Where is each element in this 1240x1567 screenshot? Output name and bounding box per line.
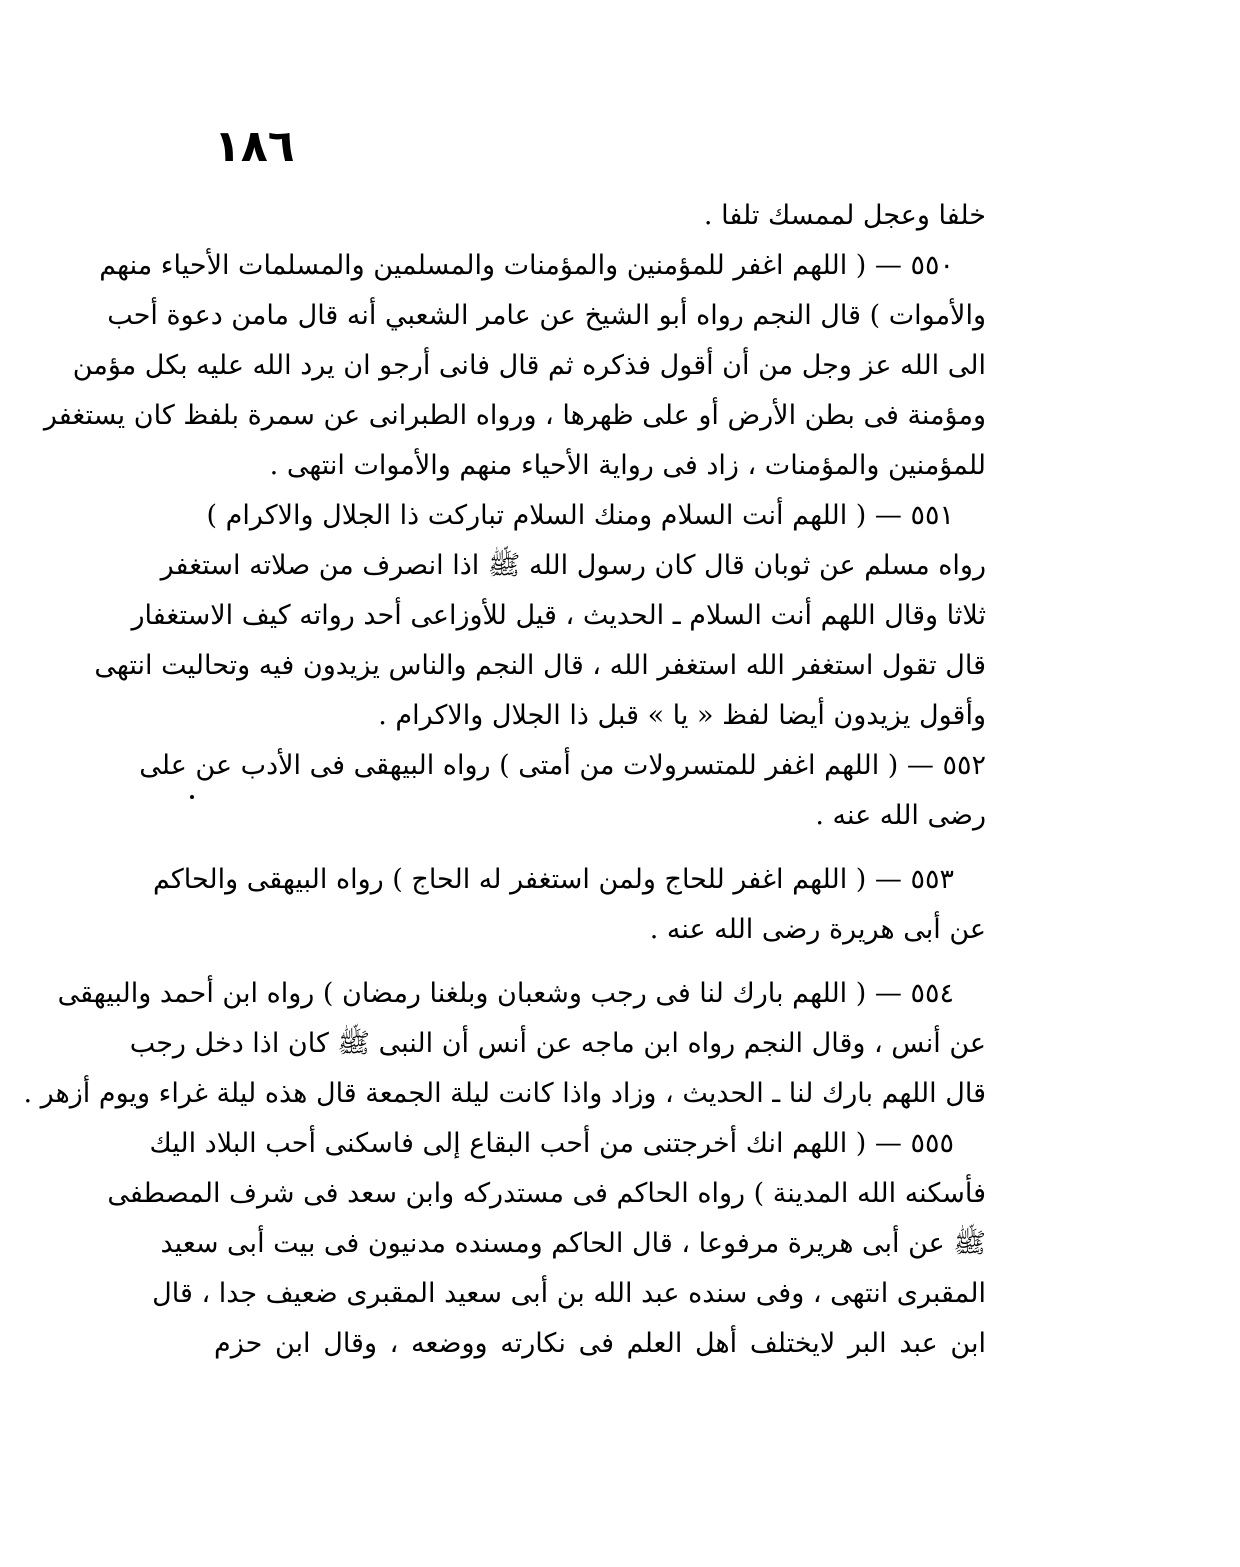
text-line: عن أبى هريرة رضى الله عنه .	[649, 914, 986, 945]
text-line: فأسكنه الله المدينة ) رواه الحاكم فى مستدركه وابن سعد فى شرف المصطفى	[107, 1178, 986, 1209]
text-line: المقبرى انتهى ، وفى سنده عبد الله بن أبى سعيد المقبرى ضعيف جدا ، قال	[152, 1278, 986, 1309]
text-line: وأقول يزيدون أيضا لفظ « يا » قبل ذا الجلال والاكرام .	[378, 700, 986, 731]
text-line: ٥٥٥ — ( اللهم انك أخرجتنى من أحب البقاع إلى فاسكنى أحب البلاد اليك	[149, 1128, 954, 1159]
text-line: ﷺ عن أبى هريرة مرفوعا ، قال الحاكم ومسنده مدنيون فى بيت أبى سعيد	[160, 1228, 986, 1259]
book-page	[23, 120, 986, 1376]
text-line: رضى الله عنه .	[815, 800, 986, 831]
text-line: قال تقول استغفر الله استغفر الله ، قال النجم والناس يزيدون فيه وتحاليت انتهى	[94, 650, 986, 681]
text-line: ٥٥١ — ( اللهم أنت السلام ومنك السلام تباركت ذا الجلال والاكرام )	[206, 500, 954, 531]
text-line: الى الله عز وجل من أن أقول فذكره ثم قال فانى أرجو ان يرد الله عليه بكل مؤمن	[72, 350, 986, 381]
text-line: ثلاثا وقال اللهم أنت السلام ـ الحديث ، قيل للأوزاعى أحد رواته كيف الاستغفار	[131, 600, 986, 631]
stray-mark	[190, 795, 194, 799]
body-text	[23, 198, 986, 1376]
text-line: ابن عبد البر لايختلف أهل العلم فى نكارته ووضعه ، وقال ابن حزم	[214, 1328, 986, 1359]
text-line: ومؤمنة فى بطن الأرض أو على ظهرها ، ورواه الطبرانى عن سمرة بلفظ كان يستغفر	[43, 400, 986, 431]
page-number: ١٨٦	[214, 121, 295, 172]
text-line: قال اللهم بارك لنا ـ الحديث ، وزاد واذا كانت ليلة الجمعة قال هذه ليلة غراء ويوم أزهر .	[23, 1078, 986, 1109]
text-line: للمؤمنين والمؤمنات ، زاد فى رواية الأحياء منهم والأموات انتهى .	[269, 450, 986, 481]
text-line: ٥٥٢ — ( اللهم اغفر للمتسرولات من أمتى ) رواه البيهقى فى الأدب عن على	[139, 750, 986, 781]
text-line: رواه مسلم عن ثوبان قال كان رسول الله ﷺ اذا انصرف من صلاته استغفر	[160, 550, 986, 581]
text-line: ٥٥٤ — ( اللهم بارك لنا فى رجب وشعبان وبلغنا رمضان ) رواه ابن أحمد والبيهقى	[57, 978, 954, 1009]
text-line: ٥٥٠ — ( اللهم اغفر للمؤمنين والمؤمنات والمسلمين والمسلمات الأحياء منهم	[99, 250, 954, 281]
text-line: ٥٥٣ — ( اللهم اغفر للحاج ولمن استغفر له الحاج ) رواه البيهقى والحاكم	[152, 864, 954, 895]
text-line: والأموات ) قال النجم رواه أبو الشيخ عن عامر الشعبي أنه قال مامن دعوة أحب	[107, 300, 986, 331]
text-line: عن أنس ، وقال النجم رواه ابن ماجه عن أنس أن النبى ﷺ كان اذا دخل رجب	[129, 1028, 986, 1059]
text-line: خلفا وعجل لممسك تلفا .	[703, 200, 986, 231]
